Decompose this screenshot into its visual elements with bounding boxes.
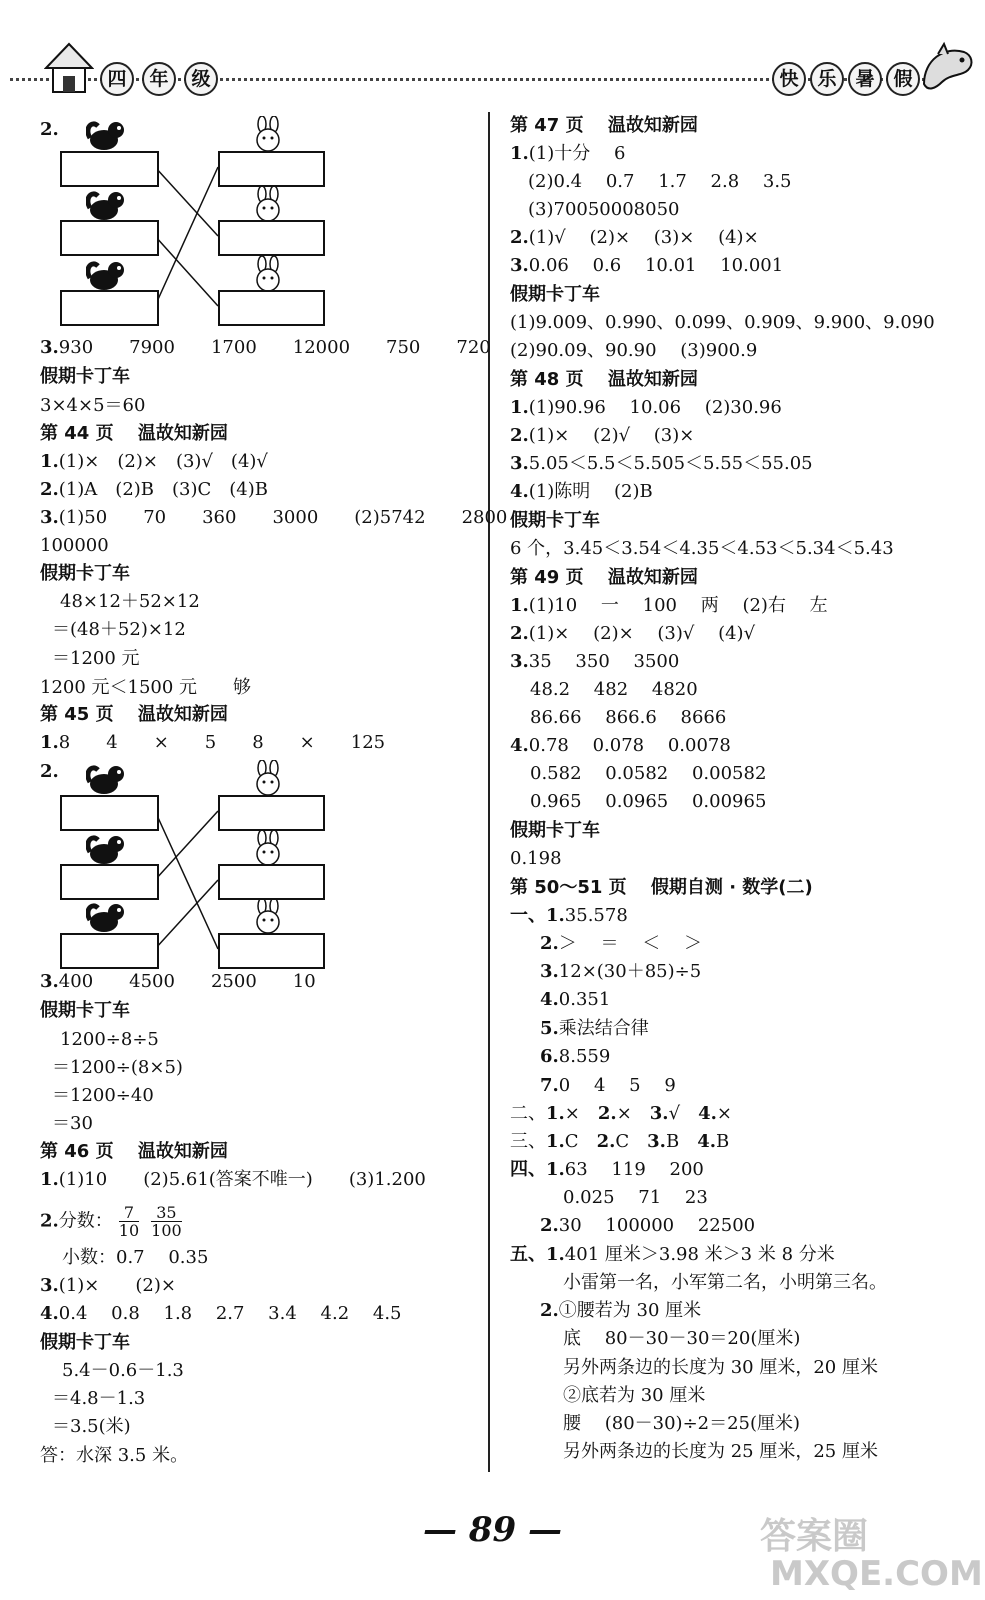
section-heading: 假期卡丁车 <box>510 820 600 841</box>
answer-line: 86.66 866.6 8666 <box>530 707 727 728</box>
answer-line: 2.＞ ＝ ＜ ＞ <box>540 933 702 954</box>
section-heading: 假期卡丁车 <box>40 1332 130 1353</box>
match2-right-box <box>218 795 325 831</box>
answer-line: (2)0.4 0.7 1.7 2.8 3.5 <box>528 171 792 192</box>
match2-left-box <box>60 864 159 900</box>
page-heading: 第 44 页 温故知新园 <box>40 423 228 444</box>
answer-line: 1.(1)90.96 10.06 (2)30.96 <box>510 397 782 418</box>
answer-line: 1200 元＜1500 元 够 <box>40 677 252 698</box>
grade-char-2: 年 <box>142 62 176 96</box>
answer-line: 2.(1)× (2)√ (3)× <box>510 425 695 446</box>
answer-line: ＝1200÷(8×5) <box>52 1057 183 1078</box>
rabbit-icon <box>248 760 288 796</box>
answer-line: 3.5.05＜5.5＜5.505＜5.55＜55.05 <box>510 453 813 474</box>
page-heading: 第 47 页 温故知新园 <box>510 115 698 136</box>
answer-line: 4.0.351 <box>540 989 611 1010</box>
answer-line: 100000 <box>40 535 109 556</box>
answer-line: 腰 (80－30)÷2＝25(厘米) <box>563 1413 801 1434</box>
answer-line: 3×4×5＝60 <box>40 395 146 416</box>
left-q2-number: 2. <box>40 119 59 140</box>
rabbit-icon <box>248 898 288 934</box>
answer-line: 二、1.× 2.× 3.√ 4.× <box>510 1103 732 1124</box>
answer-line: 三、1.C 2.C 3.B 4.B <box>510 1131 730 1152</box>
answer-line: 6.8.559 <box>540 1046 611 1067</box>
fraction: $\frac{35}{100}$ <box>151 1203 182 1240</box>
section-heading: 假期卡丁车 <box>510 284 600 305</box>
answer-line: 4.(1)陈明 (2)B <box>510 481 653 502</box>
section-heading: 假期卡丁车 <box>40 366 130 387</box>
title-char-2: 乐 <box>810 62 844 96</box>
grade-char-3: 级 <box>184 62 218 96</box>
answer-line: ＝30 <box>52 1113 93 1134</box>
page-heading: 第 46 页 温故知新园 <box>40 1141 228 1162</box>
answer-line: 4.0.78 0.078 0.0078 <box>510 735 731 756</box>
answer-line: 小数：0.7 0.35 <box>62 1247 209 1268</box>
answer-line: 3.12×(30＋85)÷5 <box>540 961 702 982</box>
answer-line: 2.(1)√ (2)× (3)× (4)× <box>510 227 759 248</box>
title-char-1: 快 <box>772 62 806 96</box>
watermark-brand: 答案圈 <box>760 1516 869 1557</box>
page-heading: 第 48 页 温故知新园 <box>510 369 698 390</box>
answer-line: 另外两条边的长度为 30 厘米，20 厘米 <box>563 1357 878 1378</box>
answer-line: 7.0 4 5 9 <box>540 1075 676 1096</box>
answer-line: 1200÷8÷5 <box>60 1029 159 1050</box>
answer-line: 0.582 0.0582 0.00582 <box>530 763 767 784</box>
answer-line: 1.(1)× (2)× (3)√ (4)√ <box>40 451 268 472</box>
answer-line: ＝(48＋52)×12 <box>52 619 186 640</box>
page-number: — 89 — <box>423 1510 562 1550</box>
squirrel-icon <box>86 762 130 796</box>
title-char-4: 假 <box>886 62 920 96</box>
answer-line: 五、1.401 厘米＞3.98 米＞3 米 8 分米 <box>510 1244 835 1265</box>
page-heading: 第 50～51 页 假期自测 · 数学(二) <box>510 877 813 898</box>
answer-line: (2)90.09、90.90 (3)900.9 <box>510 340 758 361</box>
answer-line: 4.0.4 0.8 1.8 2.7 3.4 4.2 4.5 <box>40 1303 402 1324</box>
answer-line: 0.025 71 23 <box>563 1187 708 1208</box>
answer-line: (1)9.009、0.990、0.099、0.909、9.900、9.090 <box>510 312 935 333</box>
answer-line: ＝1200 元 <box>52 648 140 669</box>
answer-line: ＝3.5(米) <box>52 1416 131 1437</box>
answer-line: 3.35 350 3500 <box>510 651 680 672</box>
answer-line: 3.0.06 0.6 10.01 10.001 <box>510 255 784 276</box>
column-divider <box>488 112 490 1472</box>
match2-left-box <box>60 795 159 831</box>
rabbit-icon <box>248 830 288 866</box>
answer-line: 5.4－0.6－1.3 <box>62 1360 184 1381</box>
answer-line: 2.①腰若为 30 厘米 <box>540 1300 702 1321</box>
answer-line: 另外两条边的长度为 25 厘米，25 厘米 <box>563 1441 878 1462</box>
answer-line: 6 个，3.45＜3.54＜4.35＜4.53＜5.34＜5.43 <box>510 538 894 559</box>
answer-line: (3)70050008050 <box>528 199 680 220</box>
squirrel-icon <box>86 832 130 866</box>
answer-line: 2.(1)× (2)× (3)√ (4)√ <box>510 623 756 644</box>
answer-line: 1.(1)10 (2)5.61(答案不唯一) (3)1.200 <box>40 1169 426 1190</box>
answer-line: ＝1200÷40 <box>52 1085 154 1106</box>
section-heading: 假期卡丁车 <box>40 563 130 584</box>
match2-right-box <box>218 933 325 969</box>
fraction-answer-line: 2.分数： $\frac{7}{10}$ $\frac{35}{100}$ <box>40 1203 182 1240</box>
answer-line: 3.(1)50 70 360 3000 (2)5742 2800 <box>40 507 508 528</box>
answer-line: 3.(1)× (2)× <box>40 1275 176 1296</box>
dolphin-icon <box>918 40 976 96</box>
match2-right-box <box>218 864 325 900</box>
answer-line: 2.30 100000 22500 <box>540 1215 756 1236</box>
answer-line: 3.400 4500 2500 10 <box>40 971 316 992</box>
answer-line: 5.乘法结合律 <box>540 1018 649 1039</box>
answer-line: 2.(1)A (2)B (3)C (4)B <box>40 479 269 500</box>
answer-line: 0.965 0.0965 0.00965 <box>530 791 767 812</box>
answer-line: 底 80－30－30＝20(厘米) <box>563 1328 801 1349</box>
answer-line: 0.198 <box>510 848 562 869</box>
section-heading: 假期卡丁车 <box>40 1000 130 1021</box>
fraction: $\frac{7}{10}$ <box>118 1203 140 1240</box>
answer-line: 48.2 482 4820 <box>530 679 698 700</box>
answer-line: 1.(1)10 一 100 两 (2)右 左 <box>510 595 828 616</box>
answer-line: ②底若为 30 厘米 <box>563 1385 706 1406</box>
answer-line: 3.930 7900 1700 12000 750 720 <box>40 337 491 358</box>
answer-line: 一、1.35.578 <box>510 905 628 926</box>
squirrel-icon <box>86 900 130 934</box>
answer-line: ＝4.8－1.3 <box>52 1388 146 1409</box>
watermark-site: MXQE.COM <box>770 1554 983 1594</box>
answer-line: 答：水深 3.5 米。 <box>40 1445 189 1466</box>
answer-line: 小雷第一名，小军第二名，小明第三名。 <box>563 1272 887 1293</box>
page-heading: 第 49 页 温故知新园 <box>510 567 698 588</box>
answer-line: 四、1.63 119 200 <box>510 1159 704 1180</box>
section-heading: 假期卡丁车 <box>510 510 600 531</box>
page-heading: 第 45 页 温故知新园 <box>40 704 228 725</box>
answer-line: 1.(1)十分 6 <box>510 143 626 164</box>
match2-left-box <box>60 933 159 969</box>
answer-line: 48×12＋52×12 <box>60 591 200 612</box>
answer-line: 1.8 4 × 5 8 × 125 <box>40 732 386 753</box>
grade-char-1: 四 <box>100 62 134 96</box>
left-q2-number: 2. <box>40 761 59 782</box>
title-char-3: 暑 <box>848 62 882 96</box>
